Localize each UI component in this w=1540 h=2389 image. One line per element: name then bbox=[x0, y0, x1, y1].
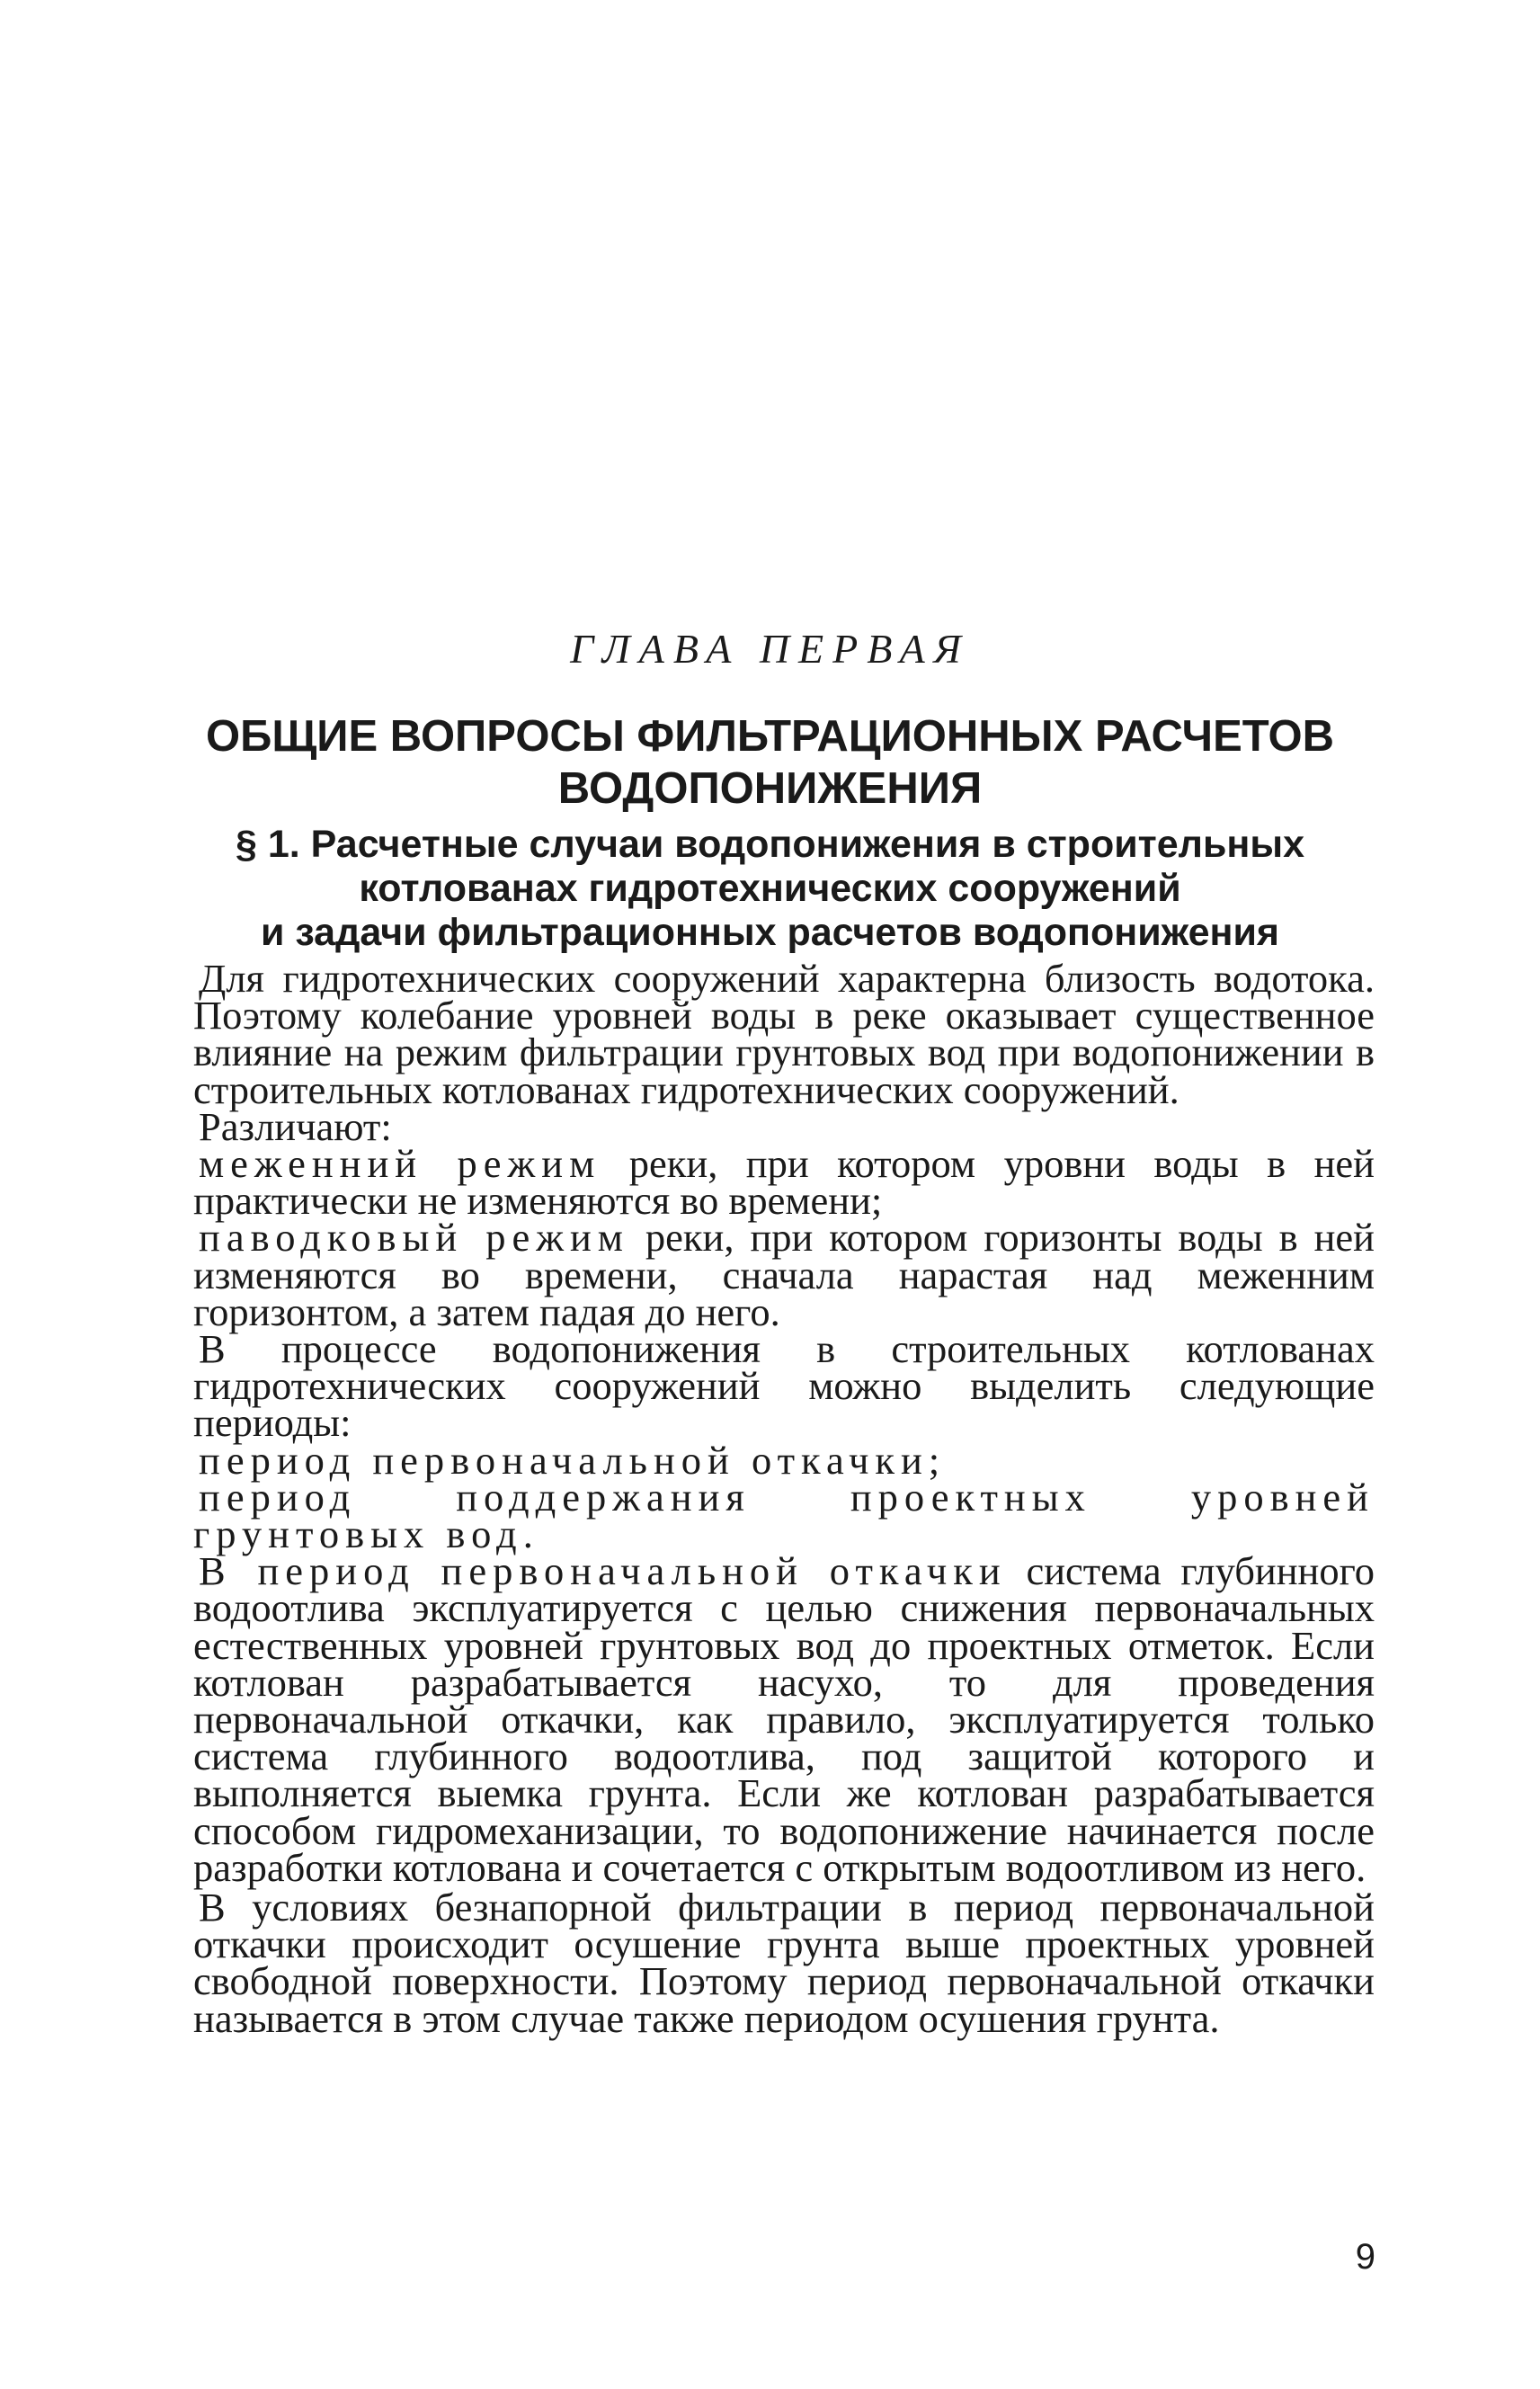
page-number: 9 bbox=[1355, 2237, 1375, 2277]
paragraph-maintenance bbox=[193, 1474, 1375, 1557]
section-title-line-3: и задачи фильтрационных расчетов водопонижения bbox=[260, 911, 1280, 954]
section-title-line-1: § 1. Расчетные случаи водопонижения в строительных bbox=[236, 823, 1304, 866]
chapter-label: ГЛАВА ПЕРВАЯ bbox=[570, 626, 970, 672]
paragraph-initial-pumping-details bbox=[193, 1548, 1375, 1890]
term-initial-pumping: период первоначальной откачки; bbox=[199, 1437, 947, 1483]
paragraph-low-water-regime bbox=[193, 1141, 1375, 1224]
paragraph-unconfined-filtration: В условиях безнапорной фильтрации в период первоначальной откачки происходит осушение грунта выше проектных уровней свободной поверхности. Поэтому период первоначальной откачки называется в этом случае также периодом осушения грунта. bbox=[193, 1885, 1375, 2041]
chapter-title-line-2: ВОДОПОНИЖЕНИЯ bbox=[557, 764, 983, 813]
text-low-water-regime: реки, при котором уровни воды в ней практически не изменяются во времени; bbox=[193, 1141, 1375, 1224]
term-initial-pumping-period: В период первоначальной откачки bbox=[199, 1548, 1007, 1594]
paragraph-periods: В процессе водопонижения в строительных котлованах гидротехнических сооружений можно выделить следующие периоды: bbox=[193, 1326, 1375, 1446]
text-initial-pumping-details: система глубинного водоотлива эксплуатируется с целью снижения первоначальных естественных уровней грунтовых вод до проектных отметок. Если котлован разрабатывается насухо, то для проведения первоначальной откачки, как правило, эксплуатируется только система глубинного водоотлива, под защитой которого и выполняется выемка грунта. Если же котлован разрабатывается способом гидромеханизации, то водопонижение начинается после разработки котлована и сочетается с открытым водоотливом из него. bbox=[193, 1548, 1375, 1890]
term-low-water-regime: меженний режим bbox=[199, 1141, 601, 1187]
chapter-title-line-1: ОБЩИЕ ВОПРОСЫ ФИЛЬТРАЦИОННЫХ РАСЧЕТОВ bbox=[206, 712, 1334, 761]
chapter-title bbox=[0, 710, 1540, 815]
paragraph-distinguish: Различают: bbox=[199, 1103, 392, 1149]
term-maintenance: период поддержания проектных уровней грунтовых вод. bbox=[193, 1474, 1375, 1557]
section-title-line-2: котлованах гидротехнических сооружений bbox=[359, 867, 1181, 910]
body-text bbox=[193, 956, 1375, 2041]
text-flood-regime: реки, при котором горизонты воды в ней изменяются во времени, сначала нарастая над меженним горизонтом, а затем падая до него. bbox=[193, 1215, 1375, 1334]
term-flood-regime: паводковый режим bbox=[199, 1215, 629, 1261]
paragraph-intro: Для гидротехнических сооружений характерна близость водотока. Поэтому колебание уровней воды в реке оказывает существенное влияние на режим фильтрации грунтовых вод при водопонижении в строительных котлованах гидротехнических сооружений. bbox=[193, 956, 1375, 1112]
paragraph-flood-regime bbox=[193, 1215, 1375, 1334]
section-title bbox=[0, 823, 1540, 955]
paragraph-initial-pumping bbox=[193, 1437, 1375, 1483]
